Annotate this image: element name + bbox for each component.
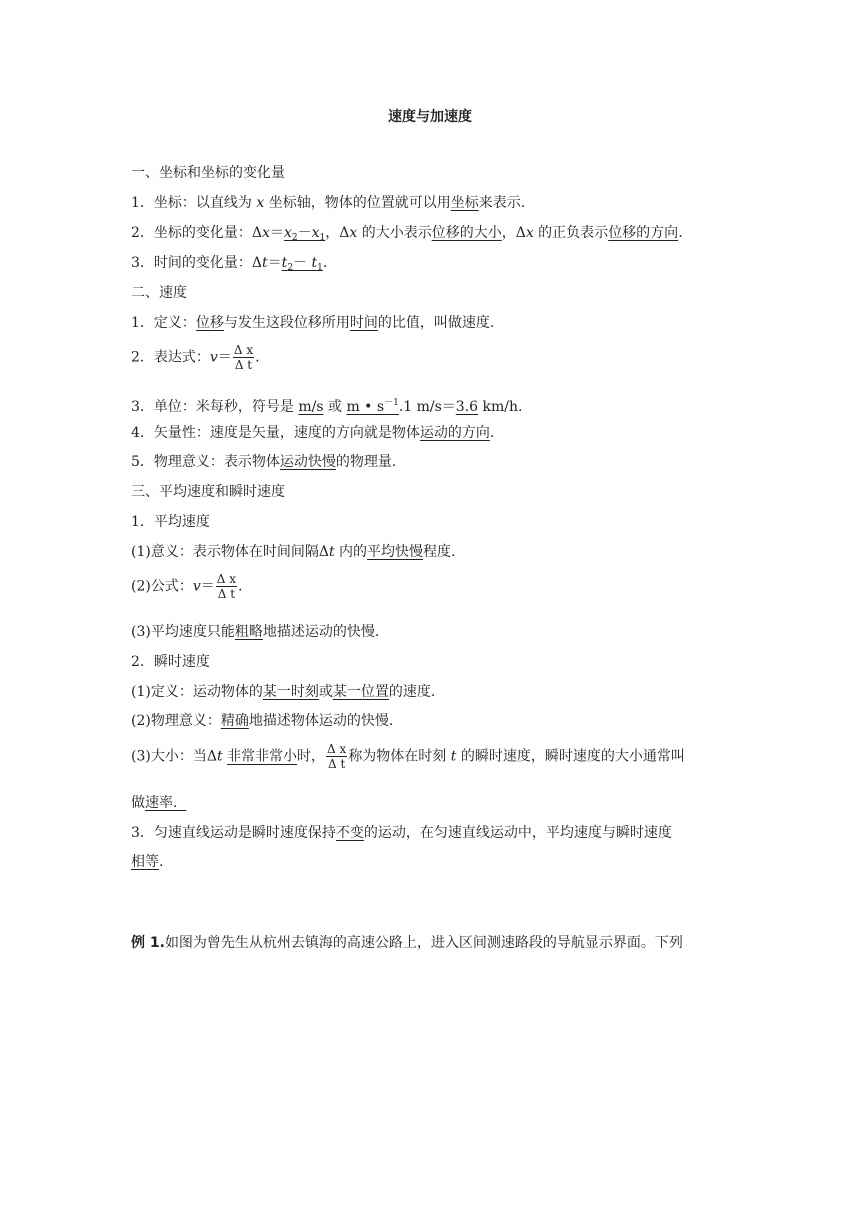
item-physical-meaning: 5．物理意义：表示物体运动快慢的物理量.: [131, 454, 397, 470]
section-heading-2: 二、速度: [131, 285, 187, 301]
example-text: 如图为曾先生从杭州去镇海的高速公路上，进入区间测速路段的导航显示界面。下列: [164, 935, 683, 951]
item-instant-magnitude: (3)大小：当Δt 非常非常小时， $\frac{\text{Δ x}}{\text{Δ t}}$ 称为物体在时刻 t 的瞬时速度，瞬时速度的大小通常叫: [131, 742, 685, 771]
item-coordinate-change: 2．坐标的变化量：$\Delta x=x_2-x_1$，Δx 的大小表示位移的大小，Δx 的正负表示位移的方向.: [131, 225, 683, 243]
item-velocity-definition: 1．定义：位移与发生这段位移所用时间的比值，叫做速度.: [131, 315, 495, 331]
fraction: $\frac{\text{Δ x}}{\text{Δ t}}$: [216, 572, 237, 601]
item-uniform-motion: 3．匀速直线运动是瞬时速度保持不变的运动，在匀速直线运动中，平均速度与瞬时速度: [131, 825, 672, 841]
subheading-average-velocity: 1．平均速度: [131, 514, 210, 530]
item-velocity-unit: 3．单位：米每秒，符号是 m/s 或 m • $s^{-1}.1$ m/s＝3.6 km/h.: [131, 398, 523, 415]
subheading-instant-velocity: 2．瞬时速度: [131, 654, 210, 670]
fraction: $\frac{\text{Δ x}}{\text{Δ t}}$: [233, 343, 254, 372]
item-average-rough: (3)平均速度只能粗略地描述运动的快慢.: [131, 624, 380, 640]
item-average-formula: (2)公式：v＝ $\frac{\text{Δ x}}{\text{Δ t}}$ .: [131, 572, 243, 601]
item-time-change: 3．时间的变化量：$\Delta t=t_2- t_1$.: [131, 255, 328, 273]
item-instant-magnitude-cont: 做速率.: [131, 795, 187, 811]
section-heading-1: 一、坐标和坐标的变化量: [131, 165, 285, 181]
page-title: 速度与加速度: [388, 109, 472, 125]
item-instant-meaning: (2)物理意义：精确地描述物体运动的快慢.: [131, 713, 394, 729]
example-1: [131, 934, 683, 952]
item-average-meaning: (1)意义：表示物体在时间间隔Δt 内的平均快慢程度.: [131, 544, 456, 560]
item-velocity-formula: 2．表达式：v＝ $\frac{\text{Δ x}}{\text{Δ t}}$ .: [131, 343, 260, 372]
item-uniform-motion-cont: 相等.: [131, 854, 164, 870]
item-vector: 4．矢量性：速度是矢量，速度的方向就是物体运动的方向.: [131, 425, 495, 441]
item-coordinate: 1．坐标：以直线为 x 坐标轴，物体的位置就可以用坐标来表示.: [131, 195, 526, 211]
section-heading-3: 三、平均速度和瞬时速度: [131, 484, 285, 500]
item-instant-definition: (1)定义：运动物体的某一时刻或某一位置的速度.: [131, 684, 436, 700]
example-label: 例 1.: [131, 935, 165, 951]
fraction: $\frac{\text{Δ x}}{\text{Δ t}}$: [327, 742, 347, 771]
